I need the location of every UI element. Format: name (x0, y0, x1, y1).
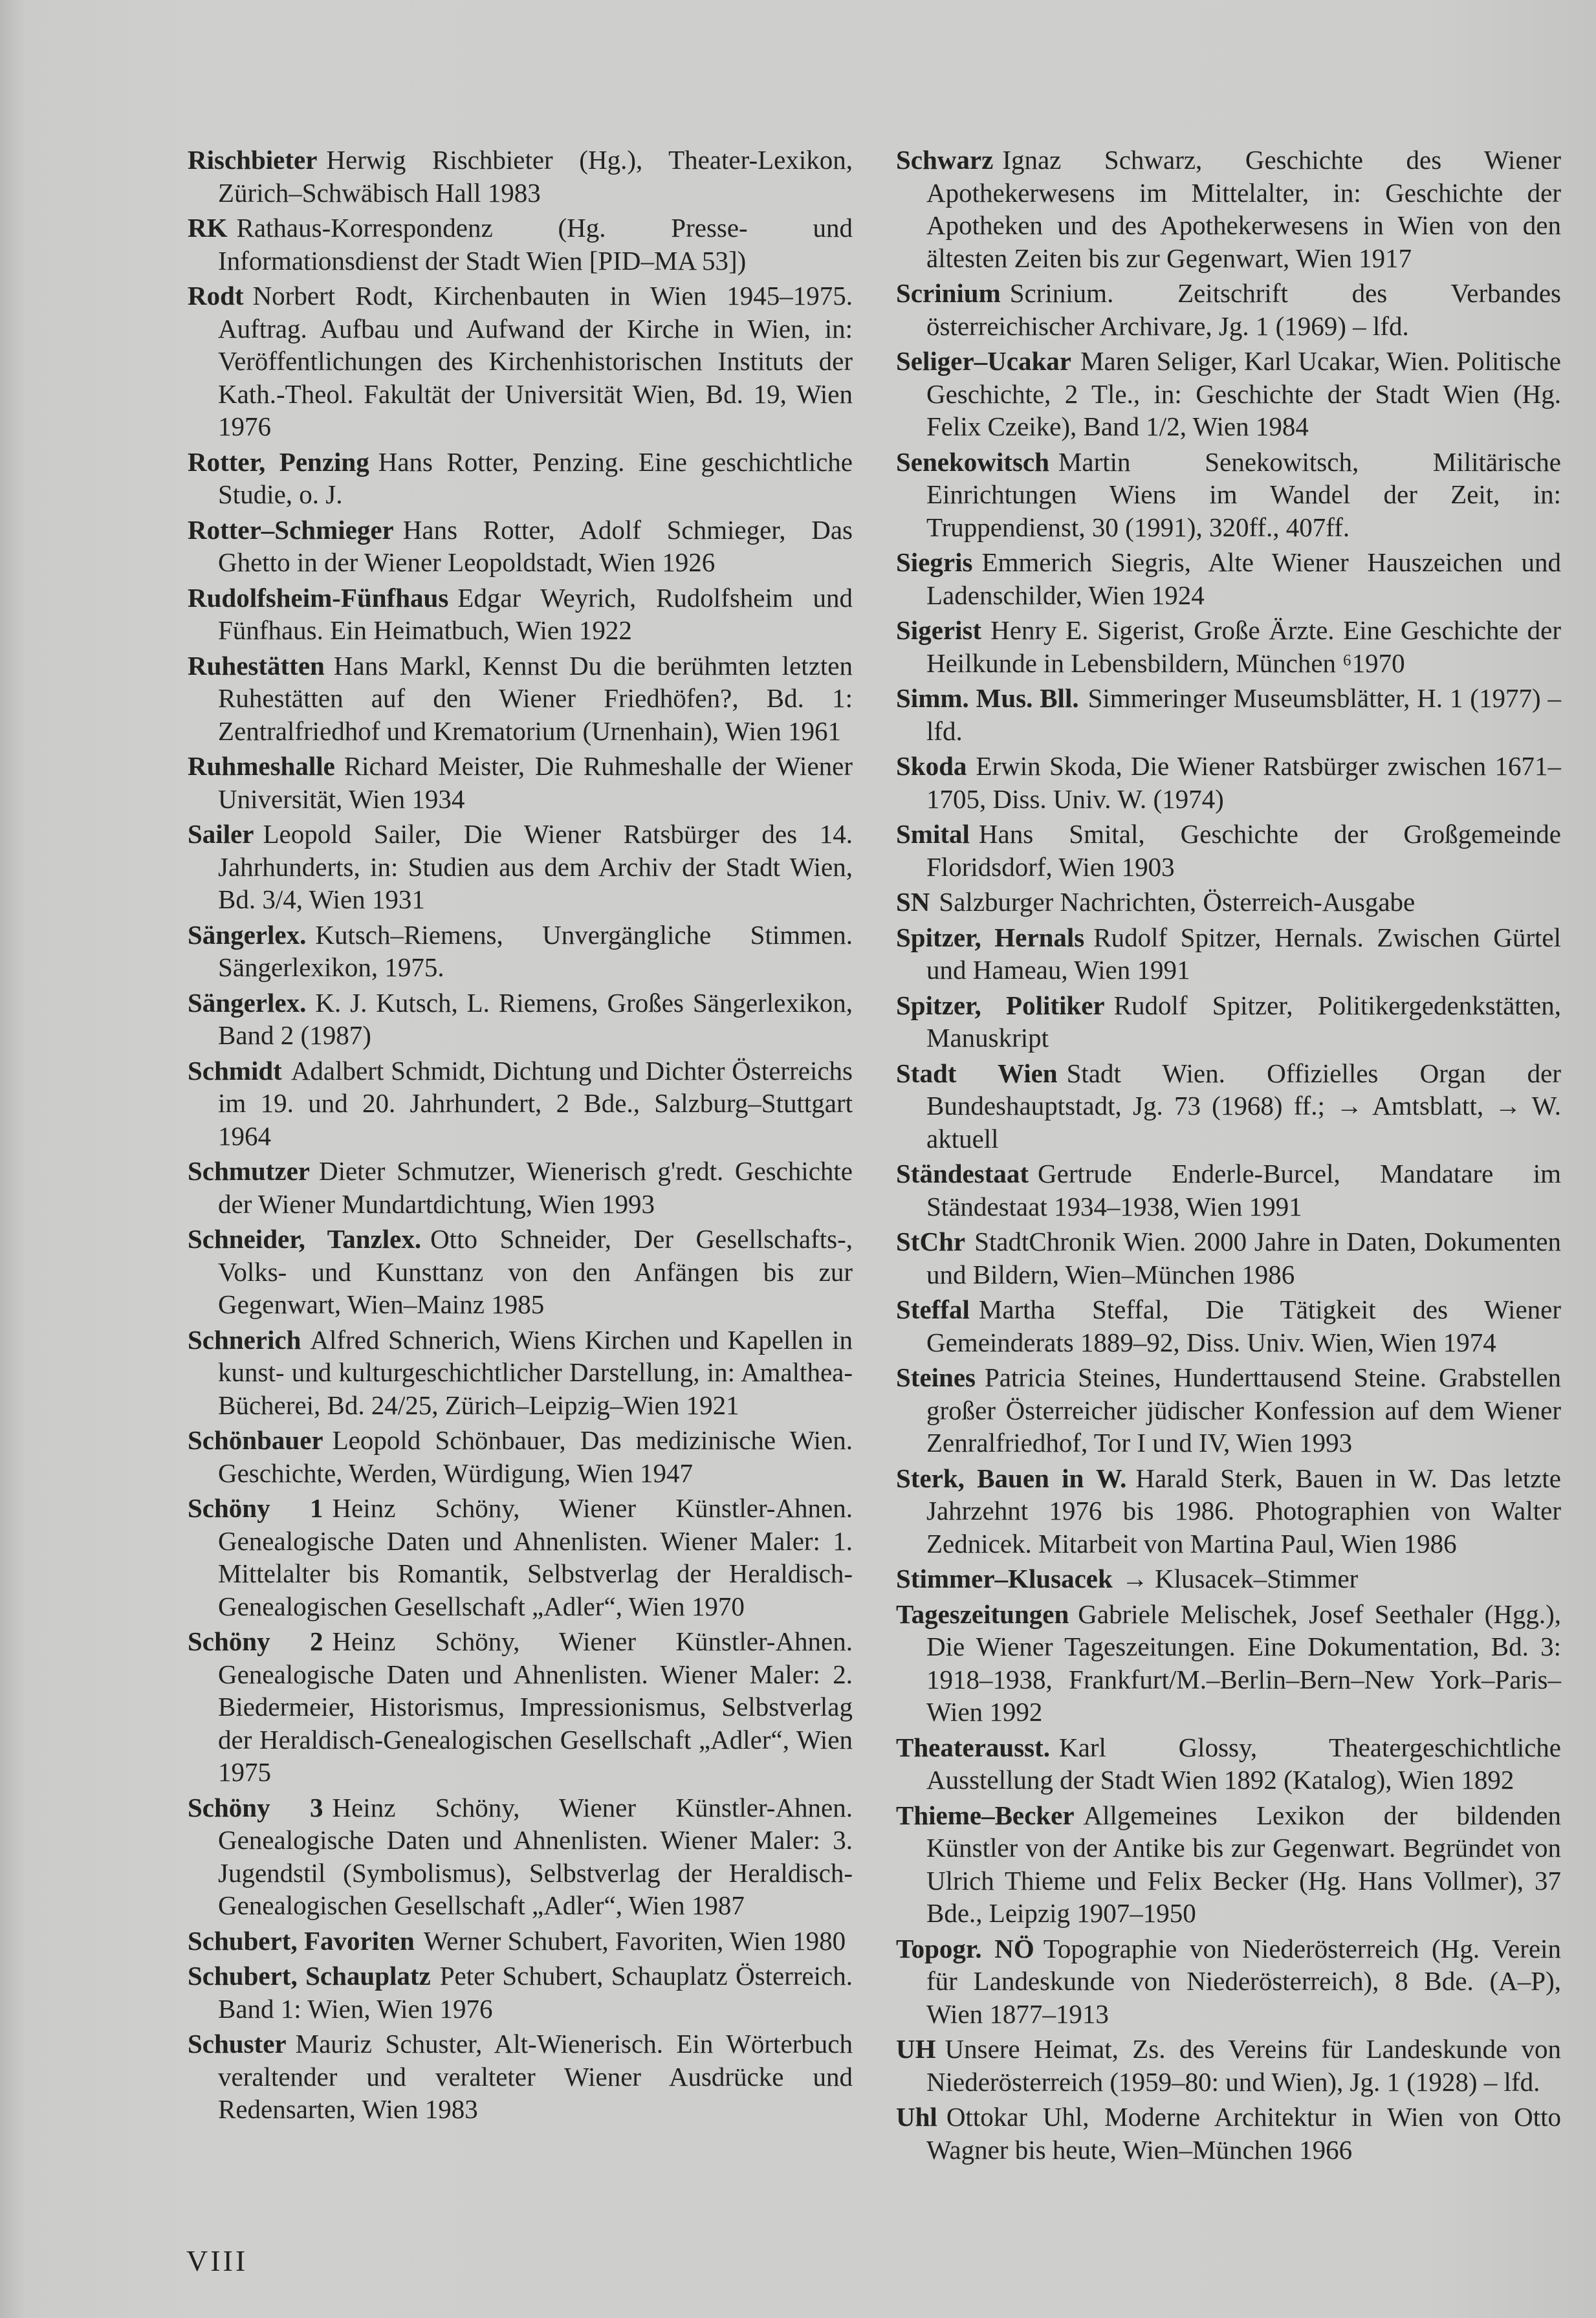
bibliography-entry (896, 1932, 1561, 2031)
entry-abbreviation: Schöny 3 (188, 1792, 323, 1822)
bibliography-entry (188, 1324, 853, 1422)
entry-text: Topographie von Niederösterreich (Hg. Verein für Landeskunde von Niederösterreich), 8 Bde. (A–P), Wien 1877–1913 (926, 1933, 1561, 2029)
entry-text: Herwig Rischbieter (Hg.), Theater-Lexikon, Zürich–Schwäbisch Hall 1983 (218, 145, 853, 208)
entry-abbreviation: Rudolfsheim-Fünfhaus (188, 582, 449, 613)
entry-abbreviation: Siegris (896, 547, 973, 577)
entry-text: Rudolf Spitzer, Hernals. Zwischen Gürtel und Hameau, Wien 1991 (926, 922, 1561, 985)
entry-text: Leopold Sailer, Die Wiener Ratsbürger des 14. Jahrhunderts, in: Studien aus dem Archiv der Stadt Wien, Bd. 3/4, Wien 1931 (218, 819, 853, 914)
entry-text: Hans Rotter, Adolf Schmieger, Das Ghetto in der Wiener Leopoldstadt, Wien 1926 (218, 514, 853, 577)
entry-abbreviation: Schöny 2 (188, 1626, 323, 1656)
bibliography-entry (896, 921, 1561, 987)
bibliography-entry (896, 750, 1561, 815)
entry-abbreviation: Topogr. NÖ (896, 1933, 1034, 1963)
bibliography-entry (188, 1223, 853, 1321)
entry-text: Gertrude Enderle-Burcel, Mandatare im Ständestaat 1934–1938, Wien 1991 (926, 1159, 1561, 1221)
bibliography-entry (896, 446, 1561, 544)
entry-text: Hans Rotter, Penzing. Eine geschichtliche Studie, o. J. (218, 446, 853, 509)
entry-abbreviation: Senekowitsch (896, 446, 1049, 477)
entry-abbreviation: Theaterausst. (896, 1732, 1051, 1762)
bibliography-entry (896, 1799, 1561, 1930)
entry-text: Heinz Schöny, Wiener Künstler-Ahnen. Genealogische Daten und Ahnenlisten. Wiener Maler: 1. Mittelalter bis Romantik, Selbstverlag der Heraldisch-Genealogischen Gesellschaft „Adler“, Wien 1970 (218, 1493, 853, 1621)
bibliography-entry (188, 1960, 853, 2025)
entry-text: Heinz Schöny, Wiener Künstler-Ahnen. Genealogische Daten und Ahnenlisten. Wiener Maler: 3. Jugendstil (Symbolismus), Selbstverlag der Heraldisch-Genealogischen Gesellschaft „Adler“, Wien 1987 (218, 1792, 853, 1920)
entry-text: Alfred Schnerich, Wiens Kirchen und Kapellen in kunst- und kulturgeschichtlicher Darstellung, in: Amalthea-Bücherei, Bd. 24/25, Zürich–Leipzig–Wien 1921 (218, 1324, 853, 1420)
entry-abbreviation: Uhl (896, 2102, 937, 2132)
entry-abbreviation: Stadt Wien (896, 1058, 1058, 1088)
entry-text: Norbert Rodt, Kirchenbauten in Wien 1945–1975. Auftrag. Aufbau und Aufwand der Kirche in Wien, in: Veröffentlichungen des Kirchenhistorischen Instituts der Kath.-Theol. Fakultät der Universität Wien, Bd. 19, Wien 1976 (218, 281, 853, 441)
bibliography-entry (188, 750, 853, 815)
entry-text: Allgemeines Lexikon der bildenden Künstler von der Antike bis zur Gegenwart. Begründet von Ulrich Thieme und Felix Becker (Hg. Hans Vollmer), 37 Bde., Leipzig 1907–1950 (926, 1800, 1561, 1928)
entry-abbreviation: Spitzer, Politiker (896, 990, 1105, 1020)
bibliography-entry (896, 345, 1561, 443)
entry-abbreviation: Schubert, Schauplatz (188, 1961, 431, 1991)
entry-text: Maren Seliger, Karl Ucakar, Wien. Politische Geschichte, 2 Tle., in: Geschichte der Stadt Wien (Hg. Felix Czeike), Band 1/2, Wien 1984 (926, 346, 1561, 441)
entry-text: Martha Steffal, Die Tätigkeit des Wiener Gemeinderats 1889–92, Diss. Univ. Wien, Wien 1974 (926, 1295, 1561, 1357)
entry-text: → Klusacek–Stimmer (1121, 1564, 1359, 1593)
entry-text: Harald Sterk, Bauen in W. Das letzte Jahrzehnt 1976 bis 1986. Photographien von Walter Zednicek. Mitarbeit von Martina Paul, Wien 1986 (926, 1463, 1561, 1558)
entry-abbreviation: UH (896, 2034, 936, 2064)
entry-abbreviation: Stimmer–Klusacek (896, 1564, 1113, 1593)
entry-text: Peter Schubert, Schauplatz Österreich. Band 1: Wien, Wien 1976 (218, 1961, 853, 2024)
entry-text: Simmeringer Museumsblätter, H. 1 (1977) – lfd. (926, 683, 1561, 746)
bibliography-entry (896, 1562, 1561, 1595)
entry-abbreviation: Schwarz (896, 145, 994, 175)
bibliography-entry (188, 987, 853, 1052)
entry-abbreviation: Spitzer, Hernals (896, 922, 1085, 952)
entry-text: Rudolf Spitzer, Politikergedenkstätten, Manuskript (926, 990, 1561, 1053)
bibliography-entry (188, 212, 853, 277)
bibliography-entry (896, 1293, 1561, 1359)
entry-text: Scrinium. Zeitschrift des Verbandes österreichischer Archivare, Jg. 1 (1969) – lfd. (926, 278, 1561, 341)
entry-abbreviation: Schubert, Favoriten (188, 1925, 415, 1956)
bibliography-entry (188, 818, 853, 916)
entry-text: Mauriz Schuster, Alt-Wienerisch. Ein Wörterbuch veraltender und veralteter Wiener Ausdrücke und Redensarten, Wien 1983 (218, 2029, 853, 2124)
entry-text: Ignaz Schwarz, Geschichte des Wiener Apothekerwesens im Mittelalter, in: Geschichte der Apotheken und des Apothekerwesens in Wien von den ältesten Zeiten bis zur Gegenwart, Wien 1917 (926, 145, 1561, 273)
bibliography-entry (188, 446, 853, 511)
entry-abbreviation: Sailer (188, 819, 254, 849)
page-number: VIII (186, 2244, 248, 2277)
bibliography-entry (188, 1492, 853, 1623)
bibliography-entry (188, 279, 853, 443)
bibliography-entry (896, 1361, 1561, 1460)
entry-abbreviation: Simm. Mus. Bll. (896, 683, 1079, 713)
bibliography-entry (896, 546, 1561, 611)
bibliography-entry (896, 144, 1561, 274)
entry-text: StadtChronik Wien. 2000 Jahre in Daten, Dokumenten und Bildern, Wien–München 1986 (926, 1227, 1561, 1289)
entry-abbreviation: Schmutzer (188, 1156, 311, 1186)
bibliography-entry (188, 582, 853, 647)
bibliography-entry (896, 886, 1561, 919)
entry-abbreviation: Tageszeitungen (896, 1599, 1069, 1629)
bibliography-entry (896, 989, 1561, 1055)
entry-abbreviation: Sterk, Bauen in W. (896, 1463, 1127, 1493)
entry-text: Erwin Skoda, Die Wiener Ratsbürger zwischen 1671–1705, Diss. Univ. W. (1974) (926, 751, 1561, 814)
entry-abbreviation: Sigerist (896, 615, 982, 645)
bibliography-entry (896, 682, 1561, 747)
entry-text: Otto Schneider, Der Gesellschafts-, Volks- und Kunsttanz von den Anfängen bis zur Gegenwart, Wien–Mainz 1985 (218, 1224, 853, 1319)
bibliography-entry (188, 919, 853, 984)
entry-abbreviation: Schönbauer (188, 1425, 323, 1455)
entry-text: Ottokar Uhl, Moderne Architektur in Wien von Otto Wagner bis heute, Wien–München 1966 (926, 2102, 1561, 2165)
entry-abbreviation: Schuster (188, 2029, 287, 2059)
entry-abbreviation: SN (896, 887, 930, 917)
bibliography-entry (188, 144, 853, 209)
entry-text: Werner Schubert, Favoriten, Wien 1980 (423, 1925, 846, 1956)
entry-abbreviation: Steffal (896, 1295, 970, 1324)
entry-abbreviation: Ruhestätten (188, 650, 325, 681)
entry-abbreviation: RK (188, 213, 228, 243)
entry-abbreviation: Schöny 1 (188, 1493, 323, 1523)
entry-text: Hans Smital, Geschichte der Großgemeinde Floridsdorf, Wien 1903 (926, 819, 1561, 882)
entry-text: Richard Meister, Die Ruhmeshalle der Wiener Universität, Wien 1934 (218, 751, 853, 814)
entry-abbreviation: Rotter, Penzing (188, 446, 369, 477)
entry-text: Adalbert Schmidt, Dichtung und Dichter Österreichs im 19. und 20. Jahrhundert, 2 Bde., Salzburg–Stuttgart 1964 (218, 1055, 853, 1151)
bibliography-entry (896, 2101, 1561, 2166)
entry-text: Martin Senekowitsch, Militärische Einrichtungen Wiens im Wandel der Zeit, in: Truppendienst, 30 (1991), 320ff., 407ff. (926, 446, 1561, 542)
entry-abbreviation: Smital (896, 819, 970, 849)
entry-text: Emmerich Siegris, Alte Wiener Hauszeichen und Ladenschilder, Wien 1924 (926, 547, 1561, 610)
bibliography-entry (896, 2033, 1561, 2098)
entry-text: Gabriele Melischek, Josef Seethaler (Hgg.), Die Wiener Tageszeitungen. Eine Dokumentation, Bd. 3: 1918–1938, Frankfurt/M.–Berlin–Bern–New York–Paris–Wien 1992 (926, 1599, 1561, 1727)
entry-abbreviation: Seliger–Ucakar (896, 346, 1071, 376)
entry-abbreviation: Rodt (188, 281, 244, 311)
entry-abbreviation: Rischbieter (188, 145, 318, 175)
bibliography-entry (188, 1625, 853, 1789)
entry-abbreviation: Sängerlex. (188, 987, 307, 1018)
entry-text: Stadt Wien. Offizielles Organ der Bundeshauptstadt, Jg. 73 (1968) ff.; → Amtsblatt, → W. aktuell (926, 1058, 1562, 1154)
entry-text: Karl Glossy, Theatergeschichtliche Ausstellung der Stadt Wien 1892 (Katalog), Wien 1892 (926, 1732, 1561, 1795)
bibliography-entry (896, 818, 1561, 883)
entry-abbreviation: Steines (896, 1362, 976, 1392)
entry-abbreviation: Sängerlex. (188, 919, 307, 950)
entry-abbreviation: Thieme–Becker (896, 1800, 1075, 1830)
bibliography-entry (188, 1155, 853, 1220)
entry-abbreviation: Skoda (896, 751, 967, 781)
bibliography-entry (896, 1598, 1561, 1729)
entry-abbreviation: StChr (896, 1227, 966, 1256)
bibliography-entry (188, 1925, 853, 1958)
entry-abbreviation: Ständestaat (896, 1159, 1029, 1188)
bibliography-entry (896, 1057, 1561, 1155)
bibliography-entry (896, 1731, 1561, 1797)
bibliography-entry (896, 1462, 1561, 1560)
entry-text: Hans Markl, Kennst Du die berühmten letzten Ruhestätten auf den Wiener Friedhöfen?, Bd. 1: Zentralfriedhof und Krematorium (Urnenhain), Wien 1961 (218, 650, 853, 746)
entry-text: Dieter Schmutzer, Wienerisch g'redt. Geschichte der Wiener Mundartdichtung, Wien 1993 (218, 1156, 853, 1219)
entry-abbreviation: Ruhmeshalle (188, 751, 335, 781)
entry-text: K. J. Kutsch, L. Riemens, Großes Sängerlexikon, Band 2 (1987) (218, 987, 853, 1050)
bibliography-entry (188, 2028, 853, 2126)
entry-text: Edgar Weyrich, Rudolfsheim und Fünfhaus. Ein Heimatbuch, Wien 1922 (218, 582, 853, 645)
right-column (896, 144, 1561, 2169)
entry-text: Patricia Steines, Hunderttausend Steine. Grabstellen großer Österreicher jüdischer Konfession auf dem Wiener Zenralfriedhof, Tor I und IV, Wien 1993 (926, 1362, 1561, 1458)
bibliography-entry (896, 1157, 1561, 1223)
bibliography-entry (896, 614, 1561, 679)
entry-abbreviation: Rotter–Schmieger (188, 514, 394, 545)
left-column (188, 144, 853, 2128)
entry-text: Kutsch–Riemens, Unvergängliche Stimmen. Sängerlexikon, 1975. (218, 919, 853, 982)
bibliography-entry (188, 1055, 853, 1153)
bibliography-entry (188, 1791, 853, 1922)
bibliography-entry (188, 1424, 853, 1489)
entry-text: Salzburger Nachrichten, Österreich-Ausgabe (939, 887, 1416, 917)
bibliography-entry (188, 650, 853, 748)
entry-text: Unsere Heimat, Zs. des Vereins für Landeskunde von Niederösterreich (1959–80: und Wien), Jg. 1 (1928) – lfd. (926, 2034, 1561, 2097)
entry-abbreviation: Schnerich (188, 1324, 301, 1355)
entry-abbreviation: Schneider, Tanzlex. (188, 1224, 422, 1254)
entry-abbreviation: Schmidt (188, 1055, 282, 1086)
entry-text: Rathaus-Korrespondenz (Hg. Presse- und Informationsdienst der Stadt Wien [PID–MA 53]) (218, 213, 853, 276)
entry-text: Henry E. Sigerist, Große Ärzte. Eine Geschichte der Heilkunde in Lebensbildern, München ⁶1970 (926, 615, 1561, 678)
bibliography-entry (896, 1225, 1561, 1291)
bibliography-entry (188, 514, 853, 579)
entry-text: Leopold Schönbauer, Das medizinische Wien. Geschichte, Werden, Würdigung, Wien 1947 (218, 1425, 853, 1488)
entry-text: Heinz Schöny, Wiener Künstler-Ahnen. Genealogische Daten und Ahnenlisten. Wiener Maler: 2. Biedermeier, Historismus, Impressionismus, Selbstverlag der Heraldisch-Genealogischen Gesellschaft „Adler“, Wien 1975 (218, 1626, 853, 1787)
bibliography-entry (896, 277, 1561, 342)
entry-abbreviation: Scrinium (896, 278, 1001, 308)
